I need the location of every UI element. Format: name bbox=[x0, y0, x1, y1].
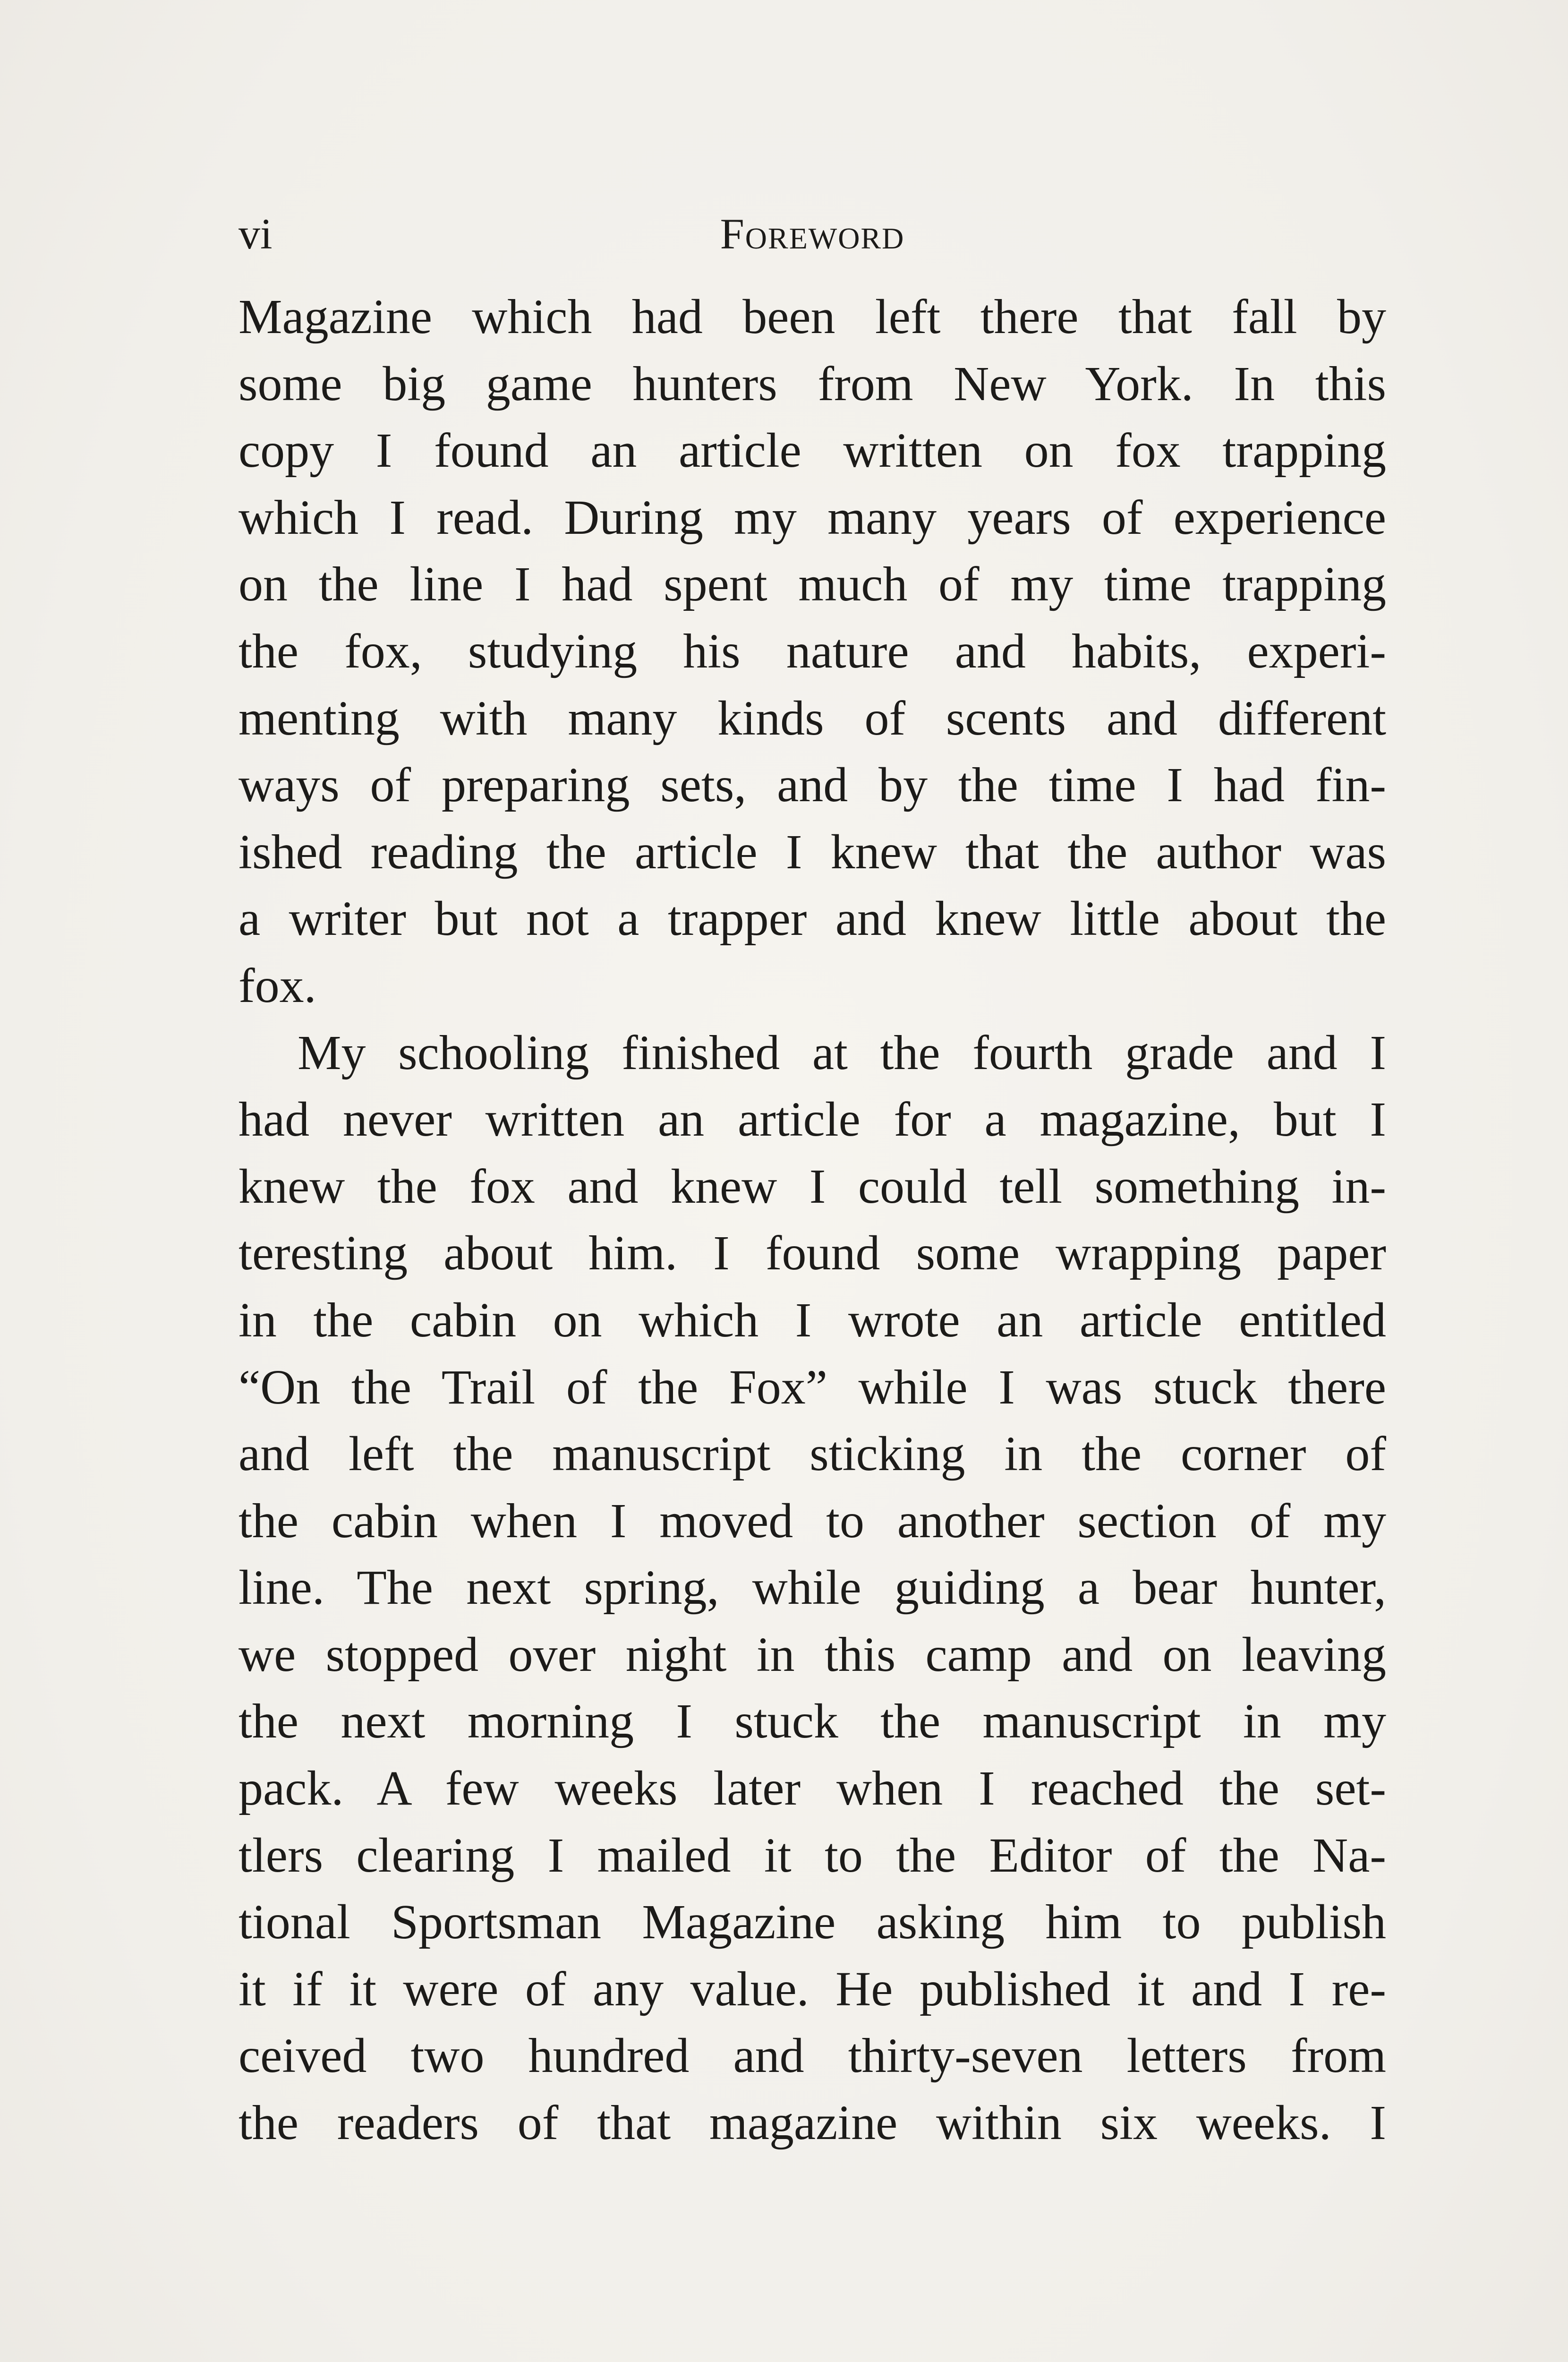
body-text bbox=[239, 283, 1386, 2157]
text-line: a writer but not a trapper and knew little about the bbox=[239, 891, 1386, 946]
text-line: had never written an article for a magazine, but I bbox=[239, 1092, 1386, 1147]
text-line: the next morning I stuck the manuscript in my bbox=[239, 1694, 1386, 1749]
text-line: and left the manuscript sticking in the corner of bbox=[239, 1427, 1386, 1481]
text-line: ways of preparing sets, and by the time I had fin- bbox=[239, 758, 1386, 813]
text-line: pack. A few weeks later when I reached the set- bbox=[239, 1761, 1386, 1816]
text-line: knew the fox and knew I could tell something in- bbox=[239, 1159, 1386, 1214]
text-line: some big game hunters from New York. In this bbox=[239, 356, 1386, 411]
page-number: vi bbox=[239, 210, 273, 258]
text-line: tional Sportsman Magazine asking him to publish bbox=[239, 1895, 1386, 1950]
text-line: menting with many kinds of scents and different bbox=[239, 691, 1386, 745]
text-line: teresting about him. I found some wrapping paper bbox=[239, 1226, 1386, 1281]
running-head-title: Foreword bbox=[720, 210, 905, 258]
text-line: copy I found an article written on fox trapping bbox=[239, 423, 1386, 478]
text-line: we stopped over night in this camp and on leaving bbox=[239, 1627, 1386, 1682]
text-line: tlers clearing I mailed it to the Editor of the Na- bbox=[239, 1828, 1386, 1883]
text-line: ished reading the article I knew that the author was bbox=[239, 824, 1386, 879]
running-head bbox=[239, 203, 1386, 265]
text-line: the fox, studying his nature and habits, experi- bbox=[239, 624, 1386, 678]
text-line: which I read. During my many years of experience bbox=[239, 490, 1386, 545]
text-line: it if it were of any value. He published it and I re- bbox=[239, 1961, 1386, 2016]
text-line: the cabin when I moved to another section of my bbox=[239, 1493, 1386, 1548]
text-line: in the cabin on which I wrote an article entitled bbox=[239, 1292, 1386, 1347]
text-line: ceived two hundred and thirty-seven letters from bbox=[239, 2028, 1386, 2083]
text-line: on the line I had spent much of my time trapping bbox=[239, 557, 1386, 612]
text-line: Magazine which had been left there that fall by bbox=[239, 290, 1386, 344]
text-line: My schooling finished at the fourth grade and I bbox=[298, 1025, 1386, 1080]
text-line: the readers of that magazine within six weeks. I bbox=[239, 2096, 1386, 2150]
text-line: “On the Trail of the Fox” while I was stuck there bbox=[239, 1360, 1386, 1414]
text-line: line. The next spring, while guiding a bear hunter, bbox=[239, 1560, 1386, 1615]
text-line: fox. bbox=[239, 958, 316, 1013]
